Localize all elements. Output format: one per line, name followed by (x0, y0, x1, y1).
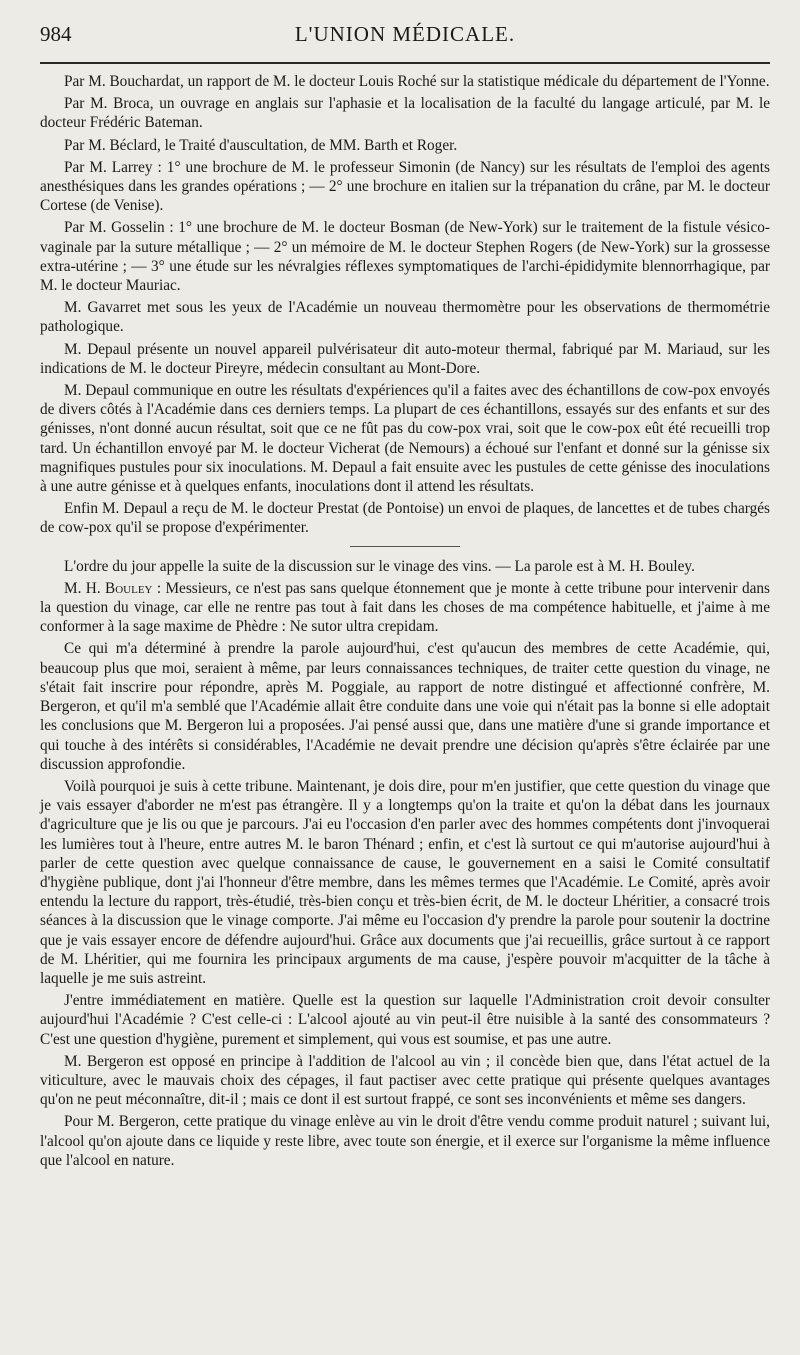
paragraph: M. Depaul présente un nouvel appareil pulvérisateur dit auto-moteur thermal, fabriqué par M. Mariaud, sur les indications de M. le docteur Pireyre, médecin consultant au Mont-Dore. (40, 340, 770, 377)
paragraph: M. Bergeron est opposé en principe à l'addition de l'alcool au vin ; il concède bien que, dans l'état actuel de la viticulture, avec le mauvais choix des cépages, il faut pactiser avec cette pratique qui présente quelques avantages qu'on ne peut méconnaître, dit-il ; mais ce dont il est surtout frappé, ce sont ses inconvénients et même ses dangers. (40, 1052, 770, 1109)
section-divider (350, 546, 460, 547)
paragraph: L'ordre du jour appelle la suite de la discussion sur le vinage des vins. — La parole est à M. H. Bouley. (64, 557, 695, 575)
paragraph: Pour M. Bergeron, cette pratique du vinage enlève au vin le droit d'être vendu comme produit naturel ; suivant lui, l'alcool qu'on ajoute dans ce liquide y reste libre, avec toute son énergie, et il exerce sur l'organisme la même influence que l'alcool en nature. (40, 1113, 770, 1169)
header-rule (40, 62, 770, 64)
paragraph: Par M. Bouchardat, un rapport de M. le docteur Louis Roché sur la statistique médicale du département de l'Yonne. (64, 73, 770, 90)
paragraph: M. H. Bouley : Messieurs, ce n'est pas sans quelque étonnement que je monte à cette tribune pour intervenir dans la question du vinage, car elle ne rentre pas tout à fait dans les choses de ma compétence habituelle, et j'aime à me conformer à la sage maxime de Phèdre : Ne sutor ultra crepidam. (40, 579, 771, 636)
paragraph: Par M. Larrey : 1° une brochure de M. le professeur Simonin (de Nancy) sur les résultats de l'emploi des agents anesthésiques dans les grandes opérations ; — 2° une brochure en italien sur la trépanation du crâne, par M. le docteur Cortese (de Venise). (40, 158, 770, 215)
running-title: L'UNION MÉDICALE. (294, 22, 516, 46)
page-number: 984 (40, 22, 72, 46)
paragraph: M. Gavarret met sous les yeux de l'Académie un nouveau thermomètre pour les observations de thermométrie pathologique. (40, 299, 770, 336)
paragraph: J'entre immédiatement en matière. Quelle est la question sur laquelle l'Administration croit devoir consulter aujourd'hui l'Académie ? C'est celle-ci : L'alcool ajouté au vin peut-il être nuisible à la santé des consommateurs ? C'est une question d'hygiène, purement et simplement, qui vous est soumise, et pas une autre. (40, 992, 770, 1048)
paragraph: Voilà pourquoi je suis à cette tribune. Maintenant, je dois dire, pour m'en justifier, que cette question du vinage que je vais essayer d'aborder ne m'est pas étrangère. Il y a longtemps qu'on la traite et qu'on la débat dans les journaux d'agriculture que je lis ou que je parcours. J'ai eu l'occasion d'en parler avec des hommes compétents dont j'invoquerai les lumières tout à l'heure, entre autres M. le baron Thénard ; enfin, et c'est là surtout ce qui m'autorise aujourd'hui à parler de cette question avec quelque connaissance de cause, le gouvernement en a saisi le Comité consultatif d'hygiène publique, dont j'ai l'honneur d'être membre, dans les mêmes termes que l'Académie. Le Comité, après avoir entendu la lecture du rapport, très-étudié, très-bien conçu et très-bien écrit, de M. le docteur Lhéritier, a consacré trois séances à la discussion que le vinage comporte. J'ai même eu l'occasion d'y prendre la parole pour soutenir la doctrine que je vais essayer encore de défendre aujourd'hui. Grâce aux documents que j'ai recueillis, grâce surtout à ce rapport de M. Lhéritier, qui me fournira les principaux arguments de ma cause, j'espère pouvoir m'acquitter de la tâche à laquelle je me suis astreint. (40, 777, 770, 987)
article-body (40, 72, 770, 1170)
paragraph: Ce qui m'a déterminé à prendre la parole aujourd'hui, c'est qu'aucun des membres de cette Académie, qui, beaucoup plus que moi, seraient à même, par leurs connaissances techniques, de traiter cette question du vinage, ne s'était fait inscrire pour répondre, après M. Poggiale, au rapport de notre distingué et affectionné confrère, M. Bergeron, et qu'il m'a semblé que l'Académie allait être conduite dans une voie qui n'était pas la bonne si elle adoptait les conclusions que M. Bergeron lui a proposées. J'ai pensé aussi que, dans une matière d'une si grande importance et qui touche à des intérêts si considérables, l'Académie ne devait prendre une décision qu'après s'être éclairée par une discussion approfondie. (40, 640, 770, 773)
paragraph: Par M. Béclard, le Traité d'auscultation, de MM. Barth et Roger. (64, 136, 458, 154)
page-header (40, 22, 770, 62)
paragraph: Par M. Gosselin : 1° une brochure de M. le docteur Bosman (de New-York) sur le traitement de la fistule vésico-vaginale par la suture métallique ; — 2° un mémoire de M. le docteur Stephen Rogers (de New-York) sur la grossesse extra-utérine ; — 3° une étude sur les névralgies réflexes symptomatiques de l'archi-épididymite blennorrhagique, par M. le docteur Mauriac. (40, 219, 770, 295)
paragraph: Par M. Broca, un ouvrage en anglais sur l'aphasie et la localisation de la faculté du langage articulé, par M. le docteur Frédéric Bateman. (40, 95, 770, 132)
paragraph: Enfin M. Depaul a reçu de M. le docteur Prestat (de Pontoise) un envoi de plaques, de lancettes et de tubes chargés de cow-pox qu'il se propose d'expérimenter. (40, 500, 770, 537)
paragraph: M. Depaul communique en outre les résultats d'expériences qu'il a faites avec des échantillons de cow-pox envoyés de divers côtés à l'Académie dans ces derniers temps. La plupart de ces échantillons, essayés sur des enfants et sur des génisses, n'ont donné aucun résultat, soit que ce ne fût pas du cow-pox vrai, soit que le cow-pox eût été recueilli trop tard. Un échantillon envoyé par M. le docteur Vicherat (de Nemours) a échoué sur l'enfant et donné sur la génisse six magnifiques pustules pour six inoculations. M. Depaul a fait ensuite avec les pustules de cette génisse des inoculations à une autre génisse et à quelques enfants, inoculations dont il attend les résultats. (40, 382, 770, 496)
speaker-name: M. H. Bouley (64, 579, 153, 597)
